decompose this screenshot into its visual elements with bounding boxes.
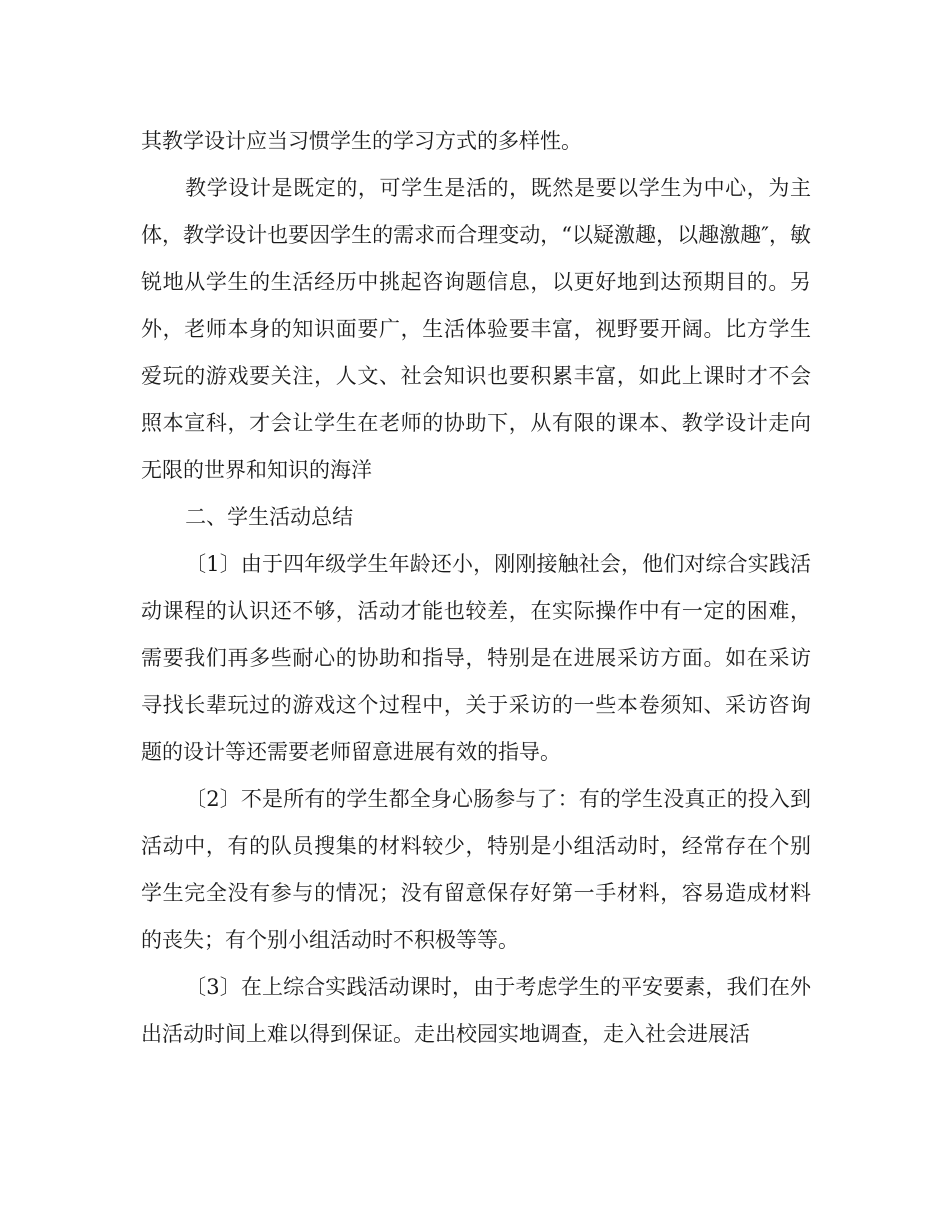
document-body	[141, 118, 811, 1058]
paragraph-teaching-design: 教学设计是既定的，可学生是活的，既然是要以学生为中心，为主体，教学设计也要因学生的需求而合理变动，“以疑激趣，以趣激趣″，敏锐地从学生的生活经历中挑起咨询题信息，以更好地到达预期目的。另外，老师本身的知识面要广，生活体验要丰富，视野要开阔。比方学生爱玩的游戏要关注，人文、社会知识也要积累丰富，如此上课时才不会照本宣科，才会让学生在老师的协助下，从有限的课本、教学设计走向无限的世界和知识的海洋	[141, 176, 811, 482]
paragraph-continuation: 其教学设计应当习惯学生的学习方式的多样性。	[141, 129, 582, 153]
paragraph-item-3: 〔3〕在上综合实践活动课时，由于考虑学生的平安要素，我们在外出活动时间上难以得到保证。走出校园实地调查，走入社会进展活	[141, 975, 811, 1046]
paragraph-item-1: 〔1〕由于四年级学生年龄还小，刚刚接触社会，他们对综合实践活动课程的认识还不够，活动才能也较差，在实际操作中有一定的困难，需要我们再多些耐心的协助和指导，特别是在进展采访方面。如在采访寻找长辈玩过的游戏这个过程中，关于采访的一些本卷须知、采访咨询题的设计等还需要老师留意进展有效的指导。	[141, 552, 811, 764]
paragraph-item-2: 〔2〕不是所有的学生都全身心肠参与了：有的学生没真正的投入到活动中，有的队员搜集的材料较少，特别是小组活动时，经常存在个别学生完全没有参与的情况；没有留意保存好第一手材料，容易造成材料的丧失；有个别小组活动时不积极等等。	[141, 787, 811, 952]
section-heading: 二、学生活动总结	[185, 505, 354, 529]
